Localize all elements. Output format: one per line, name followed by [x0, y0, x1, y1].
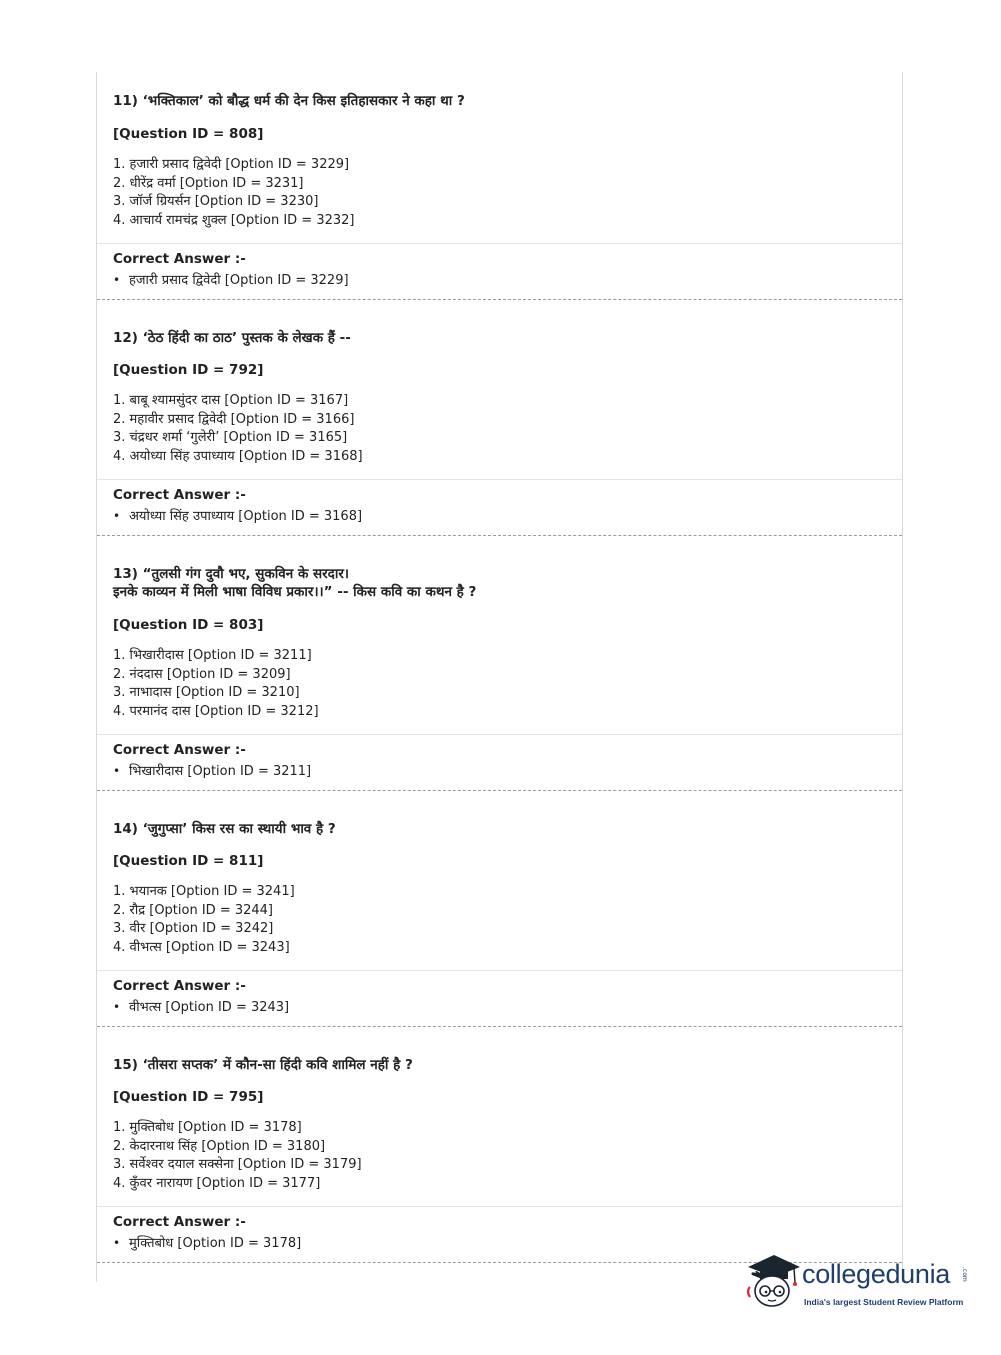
question-title: 14) ‘जुगुप्सा’ किस रस का स्थायी भाव है ?: [113, 821, 336, 837]
option-item: 3. सर्वेश्वर दयाल सक्सेना [Option ID = 3179]: [113, 1157, 362, 1172]
option-item: 2. नंददास [Option ID = 3209]: [113, 666, 291, 682]
options-list: [113, 883, 295, 957]
bullet-icon: •: [113, 1236, 121, 1250]
divider: [97, 1206, 902, 1207]
option-item: 3. चंद्रधर शर्मा ‘गुलेरी’ [Option ID = 3165]: [113, 430, 348, 445]
divider: [97, 970, 902, 971]
option-item: 3. जॉर्ज ग्रियर्सन [Option ID = 3230]: [113, 194, 319, 209]
divider: [97, 734, 902, 735]
options-list: [113, 1119, 362, 1193]
correct-answer-text: अयोध्या सिंह उपाध्याय [Option ID = 3168]: [129, 509, 363, 524]
option-item: 4. अयोध्या सिंह उपाध्याय [Option ID = 3168]: [113, 448, 363, 464]
correct-answer: [113, 1234, 301, 1253]
correct-answer-text: भिखारीदास [Option ID = 3211]: [129, 764, 312, 779]
option-item: 4. कुँवर नारायण [Option ID = 3177]: [113, 1175, 321, 1191]
option-item: 1. बाबू श्यामसुंदर दास [Option ID = 3167]: [113, 393, 349, 408]
question-id: [Question ID = 795]: [113, 1089, 264, 1105]
option-item: 1. भिखारीदास [Option ID = 3211]: [113, 648, 312, 663]
graduate-mascot-icon: [742, 1247, 802, 1309]
question-separator: [97, 299, 902, 300]
question-title: 12) ‘ठेठ हिंदी का ठाठ’ पुस्तक के लेखक हैं --: [113, 330, 351, 346]
correct-answer-text: मुक्तिबोध [Option ID = 3178]: [129, 1236, 302, 1251]
question-separator: [97, 790, 902, 791]
question-title: 15) ‘तीसरा सप्तक’ में कौन-सा हिंदी कवि शामिल नहीं है ?: [113, 1057, 413, 1073]
question-title: 11) ‘भक्तिकाल’ को बौद्ध धर्म की देन किस इतिहासकार ने कहा था ?: [113, 93, 465, 109]
correct-answer-label: Correct Answer :-: [113, 487, 246, 503]
correct-answer: [113, 762, 311, 781]
bullet-icon: •: [113, 509, 121, 523]
logo-domain-suffix: .com: [961, 1267, 968, 1282]
question-title: 13) “तुलसी गंग दुवौ भए, सुकविन के सरदार।: [113, 566, 349, 582]
option-item: 4. परमानंद दास [Option ID = 3212]: [113, 703, 319, 719]
options-list: [113, 647, 319, 721]
question-id: [Question ID = 811]: [113, 853, 264, 869]
correct-answer-text: हजारी प्रसाद द्विवेदी [Option ID = 3229]: [129, 273, 349, 288]
options-list: [113, 392, 363, 466]
bullet-icon: •: [113, 273, 121, 287]
question-title-line-2: इनके काव्यन में मिली भाषा विविध प्रकार।।” -- किस कवि का कथन है ?: [113, 584, 477, 600]
correct-answer-label: Correct Answer :-: [113, 1214, 246, 1230]
correct-answer: [113, 271, 349, 290]
correct-answer-text: वीभत्स [Option ID = 3243]: [129, 1000, 290, 1015]
collegedunia-logo: [742, 1247, 972, 1317]
option-item: 1. हजारी प्रसाद द्विवेदी [Option ID = 3229]: [113, 157, 350, 172]
divider: [97, 243, 902, 244]
option-item: 2. रौद्र [Option ID = 3244]: [113, 902, 274, 918]
option-item: 4. वीभत्स [Option ID = 3243]: [113, 939, 290, 955]
options-list: [113, 156, 354, 230]
logo-wordmark: collegedunia: [802, 1259, 951, 1289]
logo-tagline: India's largest Student Review Platform: [804, 1297, 964, 1307]
correct-answer: [113, 998, 289, 1017]
question-id: [Question ID = 792]: [113, 362, 264, 378]
option-item: 2. केदारनाथ सिंह [Option ID = 3180]: [113, 1138, 326, 1154]
question-id: [Question ID = 803]: [113, 617, 264, 633]
option-item: 1. भयानक [Option ID = 3241]: [113, 884, 295, 899]
bullet-icon: •: [113, 764, 121, 778]
option-item: 2. धीरेंद्र वर्मा [Option ID = 3231]: [113, 175, 304, 191]
option-item: 4. आचार्य रामचंद्र शुक्ल [Option ID = 3232]: [113, 212, 355, 228]
question-separator: [97, 1026, 902, 1027]
option-item: 3. वीर [Option ID = 3242]: [113, 921, 274, 936]
correct-answer-label: Correct Answer :-: [113, 251, 246, 267]
divider: [97, 479, 902, 480]
bullet-icon: •: [113, 1000, 121, 1014]
correct-answer-label: Correct Answer :-: [113, 978, 246, 994]
correct-answer-label: Correct Answer :-: [113, 742, 246, 758]
question-id: [Question ID = 808]: [113, 126, 264, 142]
option-item: 3. नाभादास [Option ID = 3210]: [113, 685, 300, 700]
option-item: 1. मुक्तिबोध [Option ID = 3178]: [113, 1120, 302, 1135]
correct-answer: [113, 507, 362, 526]
option-item: 2. महावीर प्रसाद द्विवेदी [Option ID = 3166]: [113, 411, 355, 427]
question-separator: [97, 535, 902, 536]
